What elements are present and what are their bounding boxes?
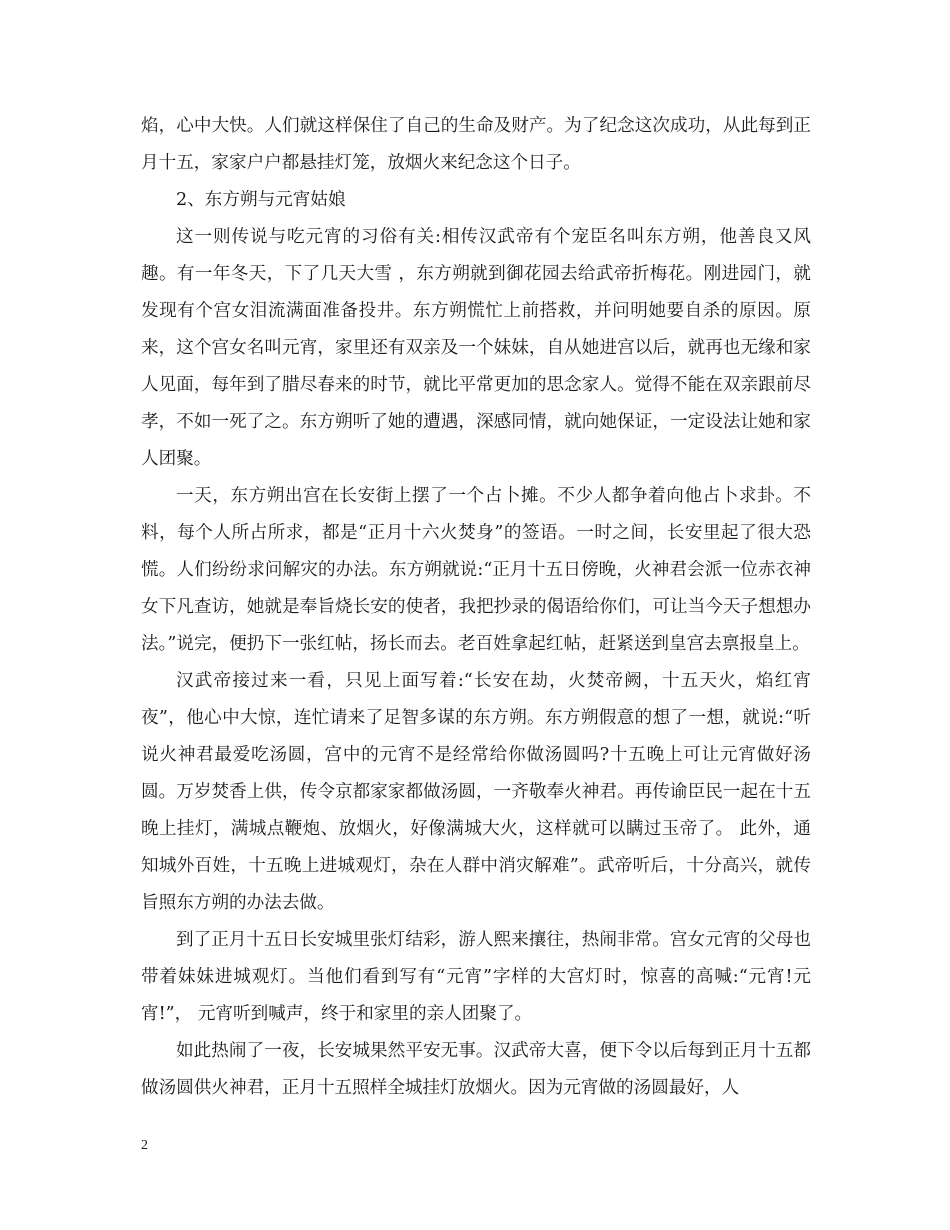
section-heading: 2、东方朔与元宵姑娘 — [176, 190, 346, 210]
paragraph: 这一则传说与吃元宵的习俗有关:相传汉武帝有个宠臣名叫东方朔，他善良又风趣。有一年冬天，下了几天大雪 ，东方朔就到御花园去给武帝折梅花。刚进园门，就发现有个宫女泪流满面准备投井。东方朔慌忙上前搭救，并问明她要自杀的原因。原来，这个宫女名叫元宵，家里还有双亲及一个妹妹，自从她进宫以后，就再也无缘和家人见面，每年到了腊尽春来的时节，就比平常更加的思念家人。觉得不能在双亲跟前尽孝，不如一死了之。东方朔听了她的遭遇，深感同情，就向她保证，一定设法让她和家人团聚。 — [141, 227, 811, 469]
paragraph-continued: 焰，心中大快。人们就这样保住了自己的生命及财产。为了纪念这次成功，从此每到正月十五，家家户户都悬挂灯笼，放烟火来纪念这个日子。 — [141, 116, 811, 173]
paragraph: 汉武帝接过来一看，只见上面写着:“长安在劫，火焚帝阙，十五天火，焰红宵夜”，他心中大惊，连忙请来了足智多谋的东方朔。东方朔假意的想了一想，就说:“听说火神君最爱吃汤圆，宫中的元宵不是经常给你做汤圆吗?十五晚上可让元宵做好汤圆。万岁焚香上供，传令京都家家都做汤圆，一齐敬奉火神君。再传谕臣民一起在十五晚上挂灯，满城点鞭炮、放烟火，好像满城大火，这样就可以瞒过玉帝了。 此外，通知城外百姓，十五晚上进城观灯，杂在人群中消灾解难”。武帝听后，十分高兴，就传旨照东方朔的办法去做。 — [141, 671, 811, 913]
page-number: 2 — [141, 1138, 148, 1153]
paragraph: 如此热闹了一夜，长安城果然平安无事。汉武帝大喜，便下令以后每到正月十五都做汤圆供火神君，正月十五照样全城挂灯放烟火。因为元宵做的汤圆最好，人 — [141, 1041, 811, 1098]
body-text — [141, 108, 811, 1107]
paragraph: 到了正月十五日长安城里张灯结彩，游人熙来攘往，热闹非常。宫女元宵的父母也带着妹妹进城观灯。当他们看到写有“元宵”字样的大宫灯时，惊喜的高喊:“元宵!元宵!”， 元宵听到喊声，终于和家里的亲人团聚了。 — [141, 930, 811, 1024]
paragraph: 一天，东方朔出宫在长安街上摆了一个占卜摊。不少人都争着向他占卜求卦。不料，每个人所占所求，都是“正月十六火焚身”的签语。一时之间，长安里起了很大恐慌。人们纷纷求问解灾的办法。东方朔就说:“正月十五日傍晚，火神君会派一位赤衣神女下凡查访，她就是奉旨烧长安的使者，我把抄录的偈语给你们，可让当今天子想想办法。”说完，便扔下一张红帖，扬长而去。老百姓拿起红帖，赶紧送到皇宫去禀报皇上。 — [141, 486, 811, 654]
